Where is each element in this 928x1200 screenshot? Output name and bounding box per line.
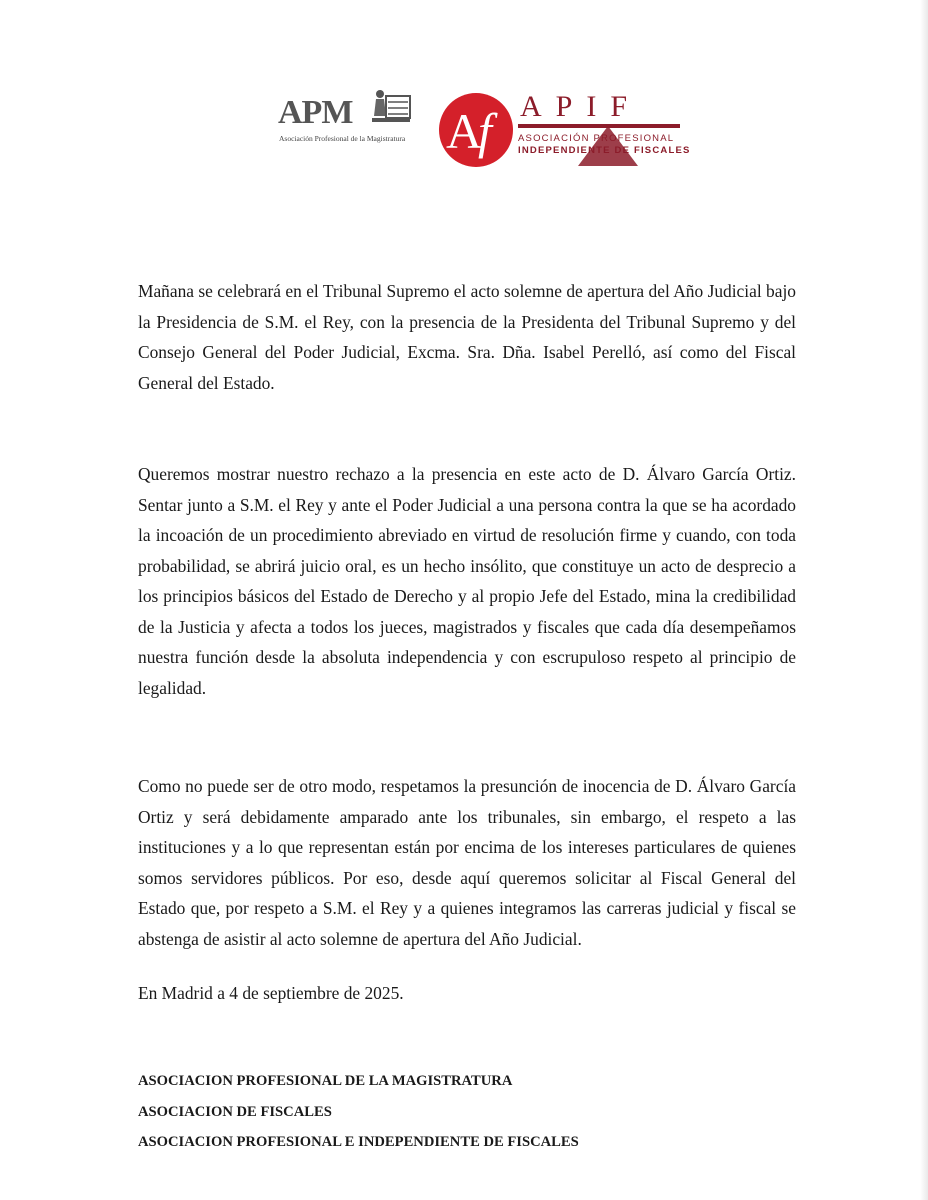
signatory-apm: ASOCIACION PROFESIONAL DE LA MAGISTRATURA bbox=[138, 1073, 513, 1089]
apm-logo-subtitle: Asociación Profesional de la Magistratura bbox=[279, 134, 406, 143]
date-line: En Madrid a 4 de septiembre de 2025. bbox=[138, 983, 404, 1003]
apif-logo-line2: INDEPENDIENTE DE FISCALES bbox=[518, 145, 691, 156]
signatory-af: ASOCIACION DE FISCALES bbox=[138, 1103, 332, 1120]
apm-logo-text: APM bbox=[278, 94, 353, 131]
apif-logo-line1: ASOCIACIÓN PROFESIONAL bbox=[518, 133, 675, 144]
signatory-apif: ASOCIACION PROFESIONAL E INDEPENDIENTE DE FISCALES bbox=[138, 1134, 579, 1150]
svg-text:A: A bbox=[446, 103, 483, 159]
paragraph-2: Queremos mostrar nuestro rechazo a la presencia en este acto de D. Álvaro García Ortiz. Sentar junto a S.M. el Rey y ante el Poder Judicial a una persona contra la que se ha acordado la incoación de un procedimiento abreviado en virtud de resolución firme y cuando, con toda probabilidad, se abrirá juicio oral, es un hecho insólito, que constituye un acto de desprecio a los principios básicos del Estado de Derecho y al propio Jefe del Estado, mina la credibilidad de la Justicia y afecta a todos los jueces, magistrados y fiscales que cada día desempeñamos nuestra función desde la absoluta independencia y con escrupuloso respeto al principio de legalidad. bbox=[138, 464, 796, 698]
scales-of-justice-icon bbox=[368, 86, 414, 132]
signatories-block bbox=[138, 1066, 579, 1158]
page-edge-shadow bbox=[920, 0, 928, 1200]
af-circle-icon bbox=[438, 92, 514, 168]
paragraph-3: Como no puede ser de otro modo, respetamos la presunción de inocencia de D. Álvaro García Ortiz y será debidamente amparado ante los tribunales, sin embargo, el respeto a las instituciones y a lo que representan están por encima de los intereses particulares de quienes somos servidores públicos. Por eso, desde aquí queremos solicitar al Fiscal General del Estado que, por respeto a S.M. el Rey y a quienes integramos las carreras judicial y fiscal se abstenga de asistir al acto solemne de apertura del Año Judicial. bbox=[138, 776, 796, 949]
svg-text:f: f bbox=[478, 103, 492, 159]
apif-logo-title: APIF bbox=[520, 90, 642, 123]
apif-logo bbox=[438, 90, 691, 168]
paragraph-1: Mañana se celebrará en el Tribunal Supremo el acto solemne de apertura del Año Judicial bajo la Presidencia de S.M. el Rey, con la presencia de la Presidenta del Tribunal Supremo y del Consejo General del Poder Judicial, Excma. Sra. Dña. Isabel Perelló, así como del Fiscal General del Estado. bbox=[138, 281, 796, 393]
apm-logo bbox=[278, 86, 418, 156]
header-logos bbox=[278, 86, 691, 168]
